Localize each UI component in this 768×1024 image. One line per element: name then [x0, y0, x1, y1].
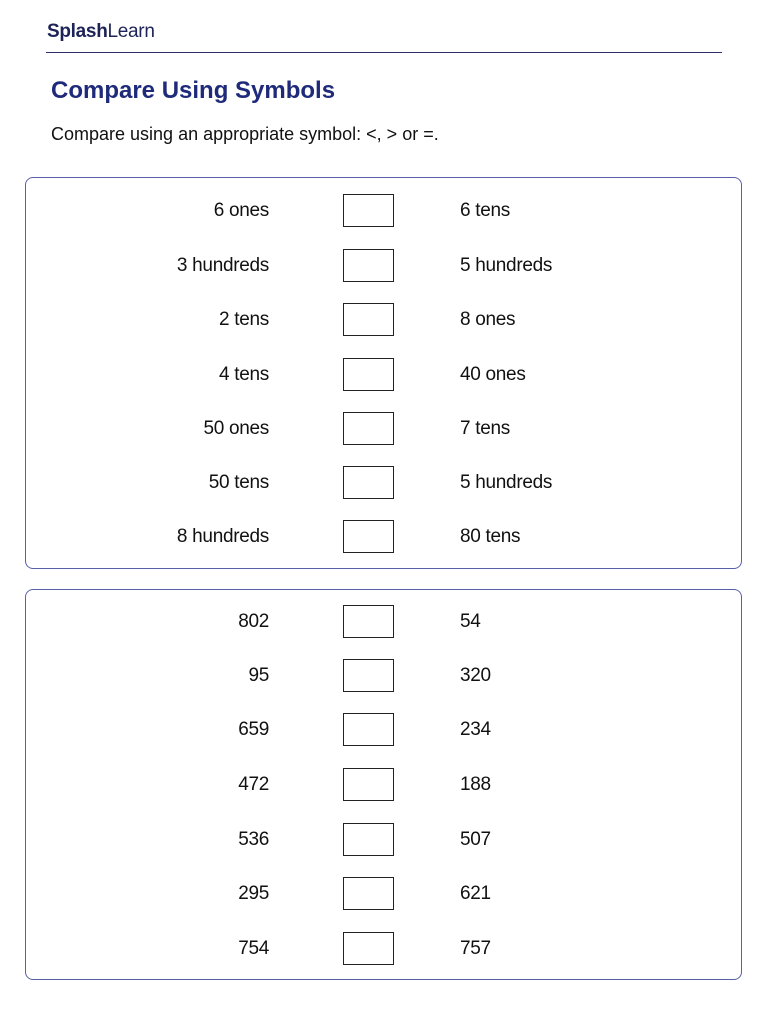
comparison-row: [26, 659, 741, 693]
left-term: 472: [238, 774, 269, 795]
right-term: 188: [460, 774, 491, 795]
answer-box[interactable]: [343, 823, 394, 856]
left-term: 3 hundreds: [176, 255, 269, 276]
left-term: 659: [238, 719, 269, 740]
right-term: 54: [460, 611, 481, 632]
answer-box[interactable]: [343, 768, 394, 801]
comparison-row: [26, 823, 741, 857]
comparison-row: [26, 303, 741, 337]
left-term: 95: [248, 665, 269, 686]
right-term: 757: [460, 938, 491, 959]
right-term: 5 hundreds: [460, 255, 553, 276]
comparison-row: [26, 249, 741, 283]
right-term: 5 hundreds: [460, 472, 553, 493]
left-term: 754: [238, 938, 269, 959]
answer-box[interactable]: [343, 412, 394, 445]
comparison-row: [26, 932, 741, 966]
comparison-row: [26, 194, 741, 228]
right-term: 40 ones: [460, 364, 526, 385]
left-term: 50 tens: [208, 472, 269, 493]
right-term: 8 ones: [460, 309, 516, 330]
right-term: 6 tens: [460, 200, 510, 221]
comparison-row: [26, 877, 741, 911]
right-term: 80 tens: [460, 526, 521, 547]
place-value-comparison-panel: [25, 177, 742, 569]
comparison-row: [26, 358, 741, 392]
answer-box[interactable]: [343, 249, 394, 282]
answer-box[interactable]: [343, 303, 394, 336]
left-term: 2 tens: [219, 309, 269, 330]
right-term: 320: [460, 665, 491, 686]
answer-box[interactable]: [343, 713, 394, 746]
answer-box[interactable]: [343, 605, 394, 638]
worksheet-title: Compare Using Symbols: [51, 77, 336, 104]
number-comparison-panel: [25, 589, 742, 980]
comparison-row: [26, 605, 741, 639]
worksheet-instructions: Compare using an appropriate symbol: <, > or =.: [51, 124, 439, 144]
logo-text-light: Learn: [107, 21, 155, 42]
left-term: 50 ones: [203, 418, 269, 439]
comparison-row: [26, 466, 741, 500]
comparison-row: [26, 412, 741, 446]
answer-box[interactable]: [343, 358, 394, 391]
right-term: 234: [460, 719, 491, 740]
left-term: 4 tens: [219, 364, 269, 385]
right-term: 507: [460, 829, 491, 850]
comparison-row: [26, 768, 741, 802]
splashlearn-logo: [47, 20, 155, 44]
answer-box[interactable]: [343, 194, 394, 227]
right-term: 621: [460, 883, 491, 904]
left-term: 8 hundreds: [176, 526, 269, 547]
header-divider: [46, 52, 722, 53]
right-term: 7 tens: [460, 418, 510, 439]
answer-box[interactable]: [343, 520, 394, 553]
answer-box[interactable]: [343, 466, 394, 499]
left-term: 536: [238, 829, 269, 850]
left-term: 295: [238, 883, 269, 904]
answer-box[interactable]: [343, 877, 394, 910]
answer-box[interactable]: [343, 659, 394, 692]
comparison-row: [26, 713, 741, 747]
comparison-row: [26, 520, 741, 554]
left-term: 6 ones: [213, 200, 269, 221]
left-term: 802: [238, 611, 269, 632]
answer-box[interactable]: [343, 932, 394, 965]
logo-text-bold: Splash: [47, 21, 108, 42]
